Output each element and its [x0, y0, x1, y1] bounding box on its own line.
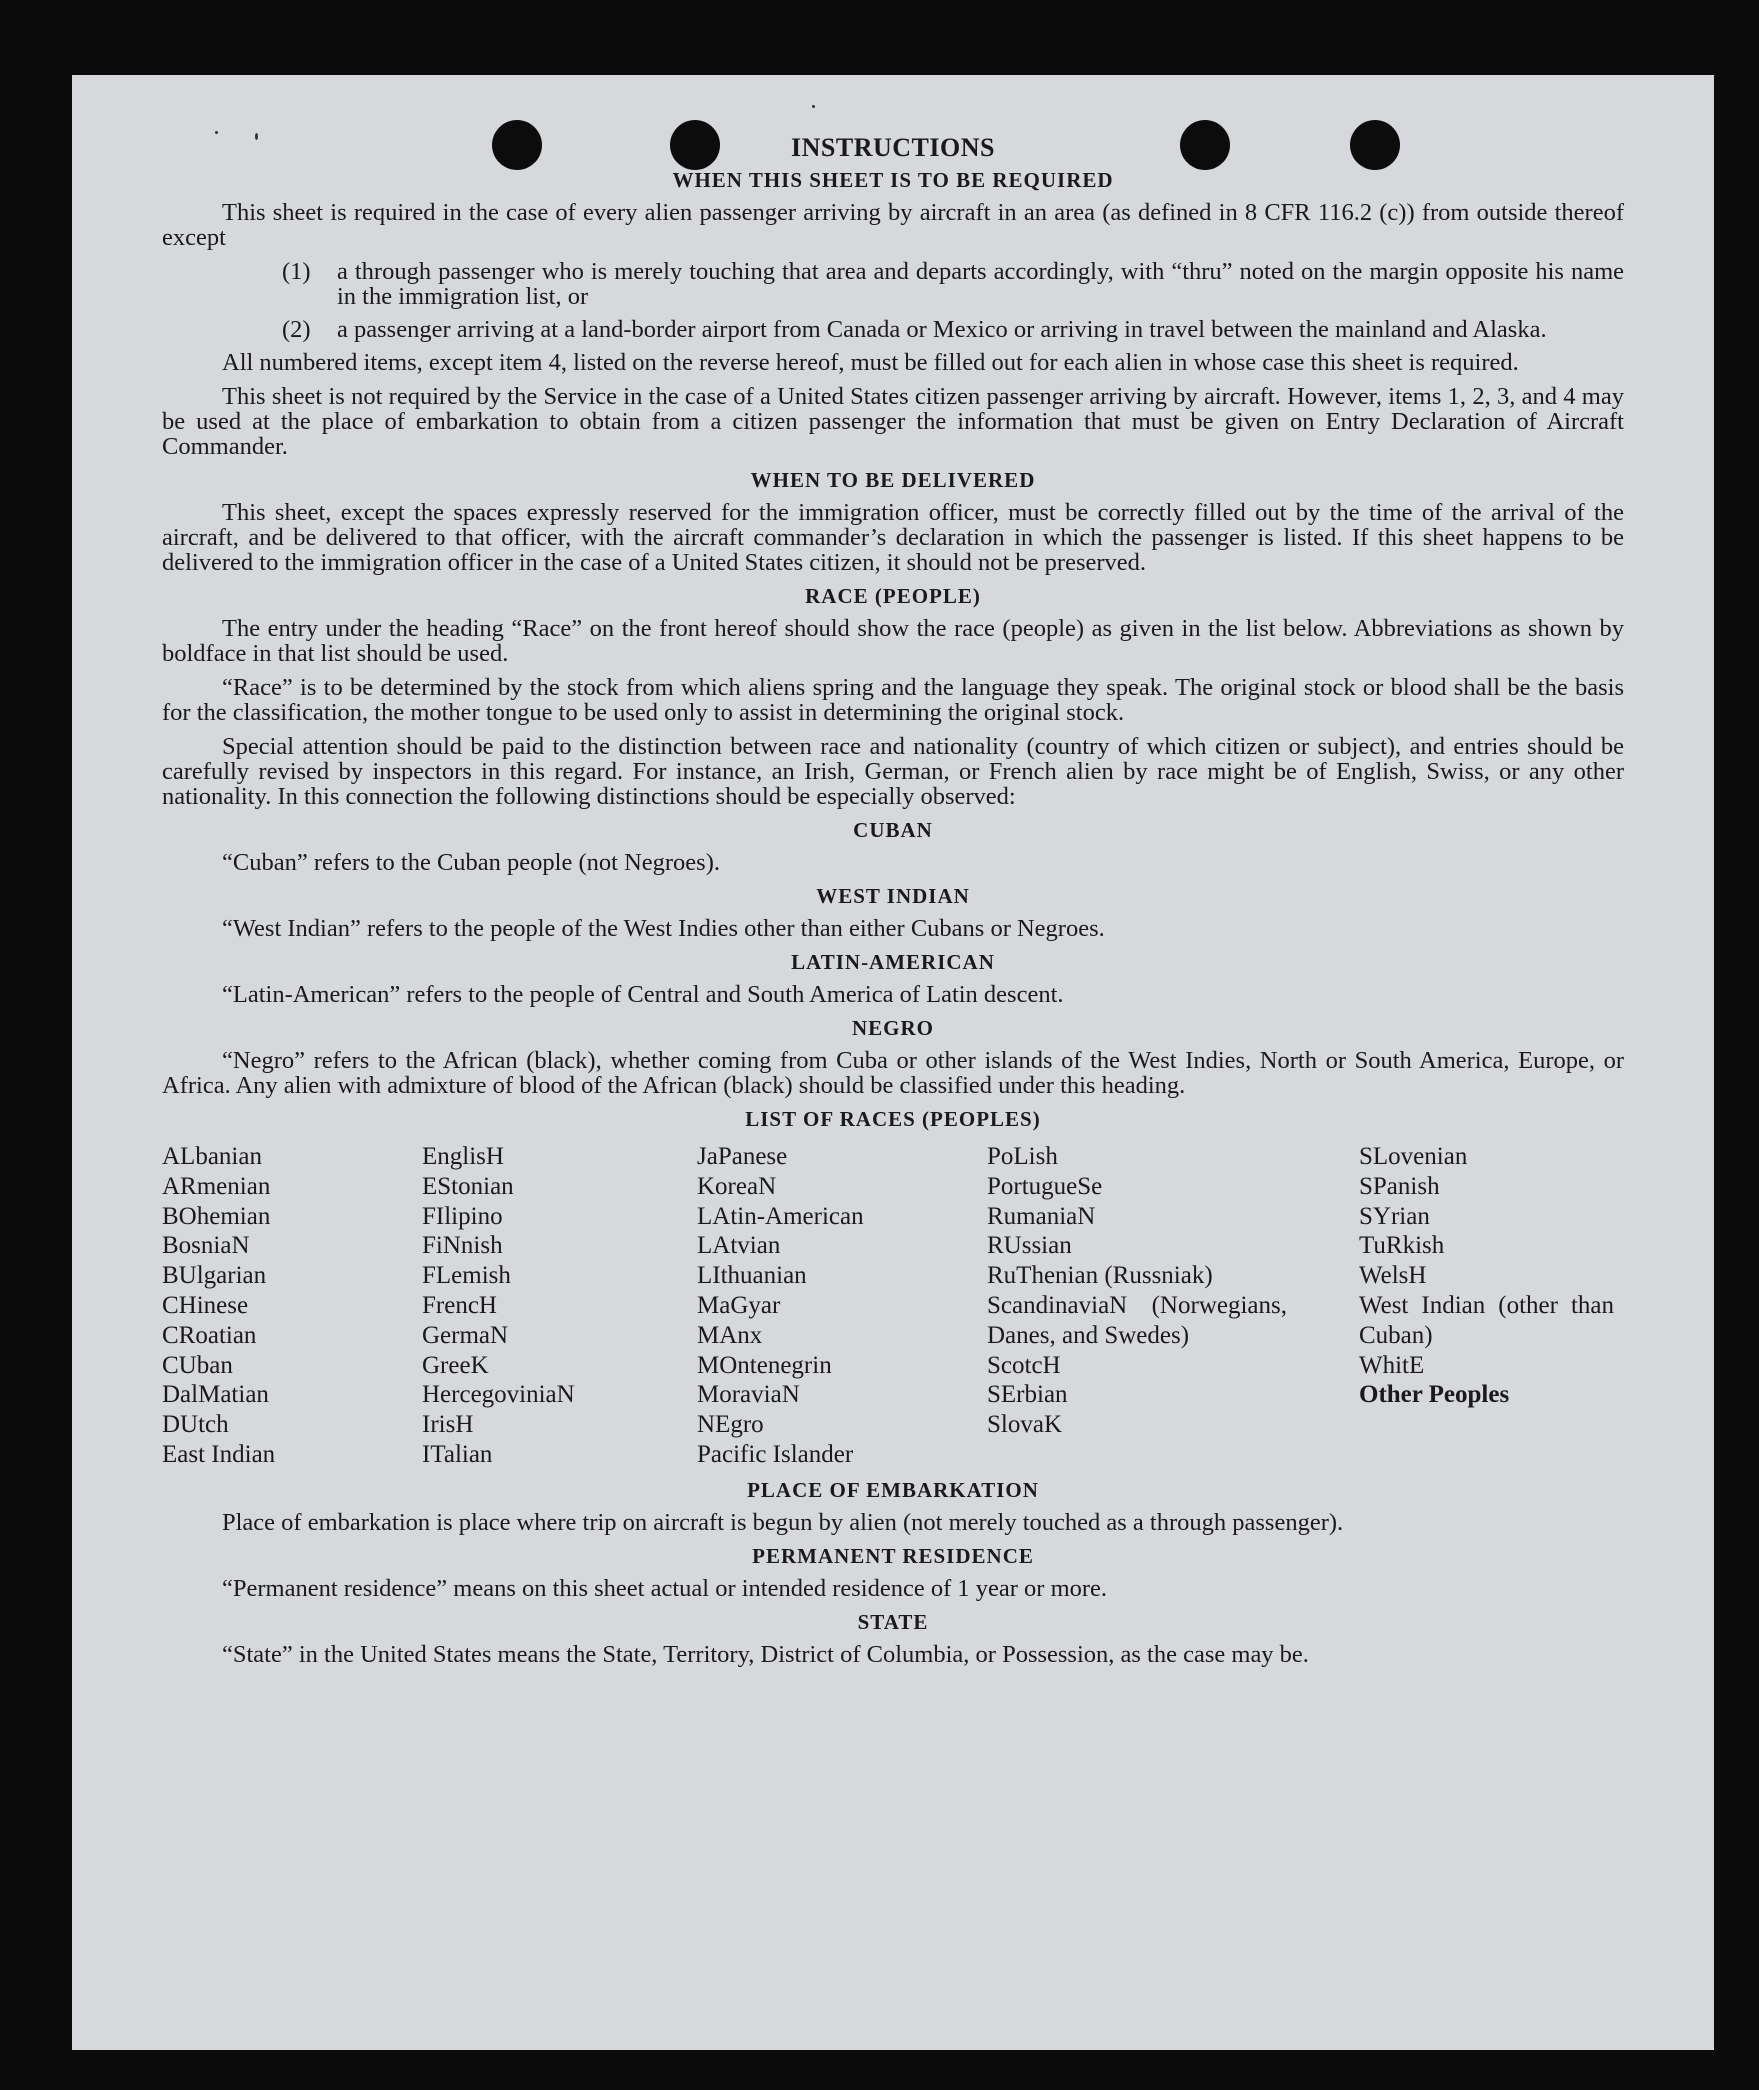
section-heading-delivered: WHEN TO BE DELIVERED [750, 468, 1036, 492]
race-entry: EnglisH [422, 1143, 504, 1170]
race-entry: WhitE [1359, 1351, 1425, 1379]
section-heading-state: STATE [857, 1609, 929, 1634]
race-entry: CHinese [162, 1291, 249, 1319]
race-entry: SYrian [1359, 1202, 1430, 1230]
race-entry: PoLish [987, 1143, 1058, 1170]
race-entry: BosniaN [162, 1232, 250, 1260]
race-entry: GermaN [422, 1321, 509, 1349]
race-entry: KoreaN [697, 1172, 777, 1200]
paragraph: “Permanent residence” means on this sheet actual or intended residence of 1 year or more. [222, 1574, 1108, 1602]
paragraph: This sheet, except the spaces expressly reserved for the immigration officer, must be correctly filled out by the time of the arrival of the aircraft, and be delivered to that officer, with the aircraft commander’s declaration in which the passenger is listed. If this sheet happens to be delivered to the immigration officer in the case of a United States citizen, it should not be preserved. [162, 499, 1624, 576]
race-entry: CUban [162, 1351, 233, 1379]
speck [812, 105, 815, 108]
race-entry: RuThenian (Russniak) [987, 1262, 1213, 1290]
races-list [162, 1142, 1624, 1470]
paragraph: This sheet is not required by the Service in the case of a United States citizen passenger arriving by aircraft. However, items 1, 2, 3, and 4 may be used at the place of embarkation to obtain from a citizen passenger the information that must be given on Entry Declaration of Aircraft Commander. [162, 383, 1624, 460]
race-entry: ITalian [422, 1440, 493, 1468]
race-entry: MAnx [697, 1321, 763, 1349]
race-entry: MoraviaN [697, 1381, 800, 1409]
race-entry: EStonian [422, 1172, 514, 1200]
section-heading-west-indian: WEST INDIAN [816, 884, 970, 908]
race-entry: MaGyar [697, 1291, 781, 1319]
race-entry: SlovaK [987, 1411, 1062, 1439]
paragraph: All numbered items, except item 4, listed on the reverse hereof, must be filled out for each alien in whose case this sheet is required. [222, 349, 1519, 376]
section-heading-negro: NEGRO [851, 1016, 934, 1040]
race-entry: ARmenian [162, 1172, 271, 1200]
paragraph: “Race” is to be determined by the stock from which aliens spring and the language they speak. The original stock or blood shall be the basis for the classification, the mother tongue to be used only to assist in determining the original stock. [162, 674, 1624, 726]
race-entry: RUssian [987, 1232, 1072, 1260]
races-column [1359, 1142, 1614, 1470]
race-entry: ALbanian [162, 1143, 262, 1170]
race-entry: Pacific Islander [697, 1440, 854, 1468]
race-entry: LIthuanian [697, 1262, 807, 1290]
exception-item-2 [282, 317, 1624, 342]
race-entry: SPanish [1359, 1172, 1440, 1200]
race-entry: Other Peoples [1359, 1381, 1510, 1409]
paragraph: Special attention should be paid to the distinction between race and nationality (country of which citizen or subject), and entries should be carefully revised by inspectors in this regard. For instance, an Irish, German, or French alien by race might be of English, Swiss, or any other nationality. In this connection the following distinctions should be especially observed: [162, 733, 1624, 810]
races-column [987, 1142, 1287, 1470]
race-entry: HercegoviniaN [422, 1381, 575, 1409]
race-entry: LAtin-American [697, 1202, 864, 1230]
race-entry: JaPanese [697, 1143, 788, 1170]
item-text: a through passenger who is merely touching that area and departs accordingly, with “thru” noted on the margin opposite his name in the immigration list, or [337, 258, 1624, 310]
races-column [162, 1142, 422, 1470]
race-entry: DalMatian [162, 1381, 269, 1409]
item-number: (2) [282, 316, 311, 343]
race-entry: SErbian [987, 1381, 1068, 1409]
race-entry: WelsH [1359, 1262, 1427, 1290]
race-entry: BUlgarian [162, 1262, 267, 1290]
section-heading-cuban: CUBAN [853, 818, 933, 842]
paragraph: Place of embarkation is place where trip on aircraft is begun by alien (not merely touched as a through passenger). [222, 1508, 1344, 1536]
race-entry: NEgro [697, 1411, 764, 1439]
race-entry: PortugueSe [987, 1172, 1103, 1200]
race-entry: FrencH [422, 1291, 497, 1319]
paragraph: The entry under the heading “Race” on the front hereof should show the race (people) as given in the list below. Abbreviations as shown by boldface in that list should be used. [162, 615, 1624, 667]
race-entry: FLemish [422, 1262, 511, 1290]
race-entry: GreeK [422, 1351, 489, 1379]
item-number: (1) [282, 258, 311, 285]
race-entry: SLovenian [1359, 1143, 1468, 1170]
paragraph: “Negro” refers to the African (black), whether coming from Cuba or other islands of the West Indies, North or South America, Europe, or Africa. Any alien with admixture of blood of the African (black) should be classified under this heading. [162, 1047, 1624, 1099]
race-entry: BOhemian [162, 1202, 271, 1230]
race-entry: MOntenegrin [697, 1351, 832, 1379]
race-entry: FiNnish [422, 1232, 503, 1260]
section-heading-required: WHEN THIS SHEET IS TO BE REQUIRED [672, 168, 1114, 192]
form-sheet [72, 75, 1714, 2050]
paragraph: “Latin-American” refers to the people of Central and South America of Latin descent. [222, 981, 1064, 1008]
section-heading-race: RACE (PEOPLE) [805, 584, 981, 608]
race-entry: ScotcH [987, 1351, 1061, 1379]
item-text: a passenger arriving at a land-border airport from Canada or Mexico or arriving in travel between the mainland and Alaska. [337, 316, 1547, 343]
paragraph: “West Indian” refers to the people of the West Indies other than either Cubans or Negroes. [222, 915, 1105, 942]
paragraph: This sheet is required in the case of every alien passenger arriving by aircraft in an area (as defined in 8 CFR 116.2 (c)) from outside thereof except [162, 199, 1624, 251]
race-entry: TuRkish [1359, 1232, 1445, 1260]
section-heading-residence: PERMANENT RESIDENCE [752, 1543, 1034, 1568]
race-entry: LAtvian [697, 1232, 781, 1260]
race-entry: RumaniaN [987, 1202, 1096, 1230]
paragraph: “State” in the United States means the State, Territory, District of Columbia, or Possession, as the case may be. [222, 1640, 1309, 1668]
race-entry: East Indian [162, 1440, 276, 1468]
exception-item-1 [282, 259, 1624, 309]
section-heading-list: LIST OF RACES (PEOPLES) [745, 1107, 1041, 1131]
race-entry: CRoatian [162, 1321, 257, 1349]
section-heading-latin-american: LATIN-AMERICAN [791, 950, 995, 974]
section-heading-embarkation: PLACE OF EMBARKATION [747, 1477, 1039, 1502]
races-column [422, 1142, 697, 1470]
instructions-content [162, 135, 1624, 1676]
race-entry: FIlipino [422, 1202, 503, 1230]
race-entry: West Indian (other than Cuban) [1359, 1291, 1614, 1349]
race-entry: DUtch [162, 1411, 229, 1439]
speck [215, 131, 218, 134]
race-entry: IrisH [422, 1411, 474, 1439]
page-title: INSTRUCTIONS [791, 133, 995, 162]
race-entry: ScandinaviaN (Norwegians, Danes, and Swedes) [987, 1291, 1287, 1349]
races-column [697, 1142, 987, 1470]
paragraph: “Cuban” refers to the Cuban people (not Negroes). [222, 849, 720, 876]
